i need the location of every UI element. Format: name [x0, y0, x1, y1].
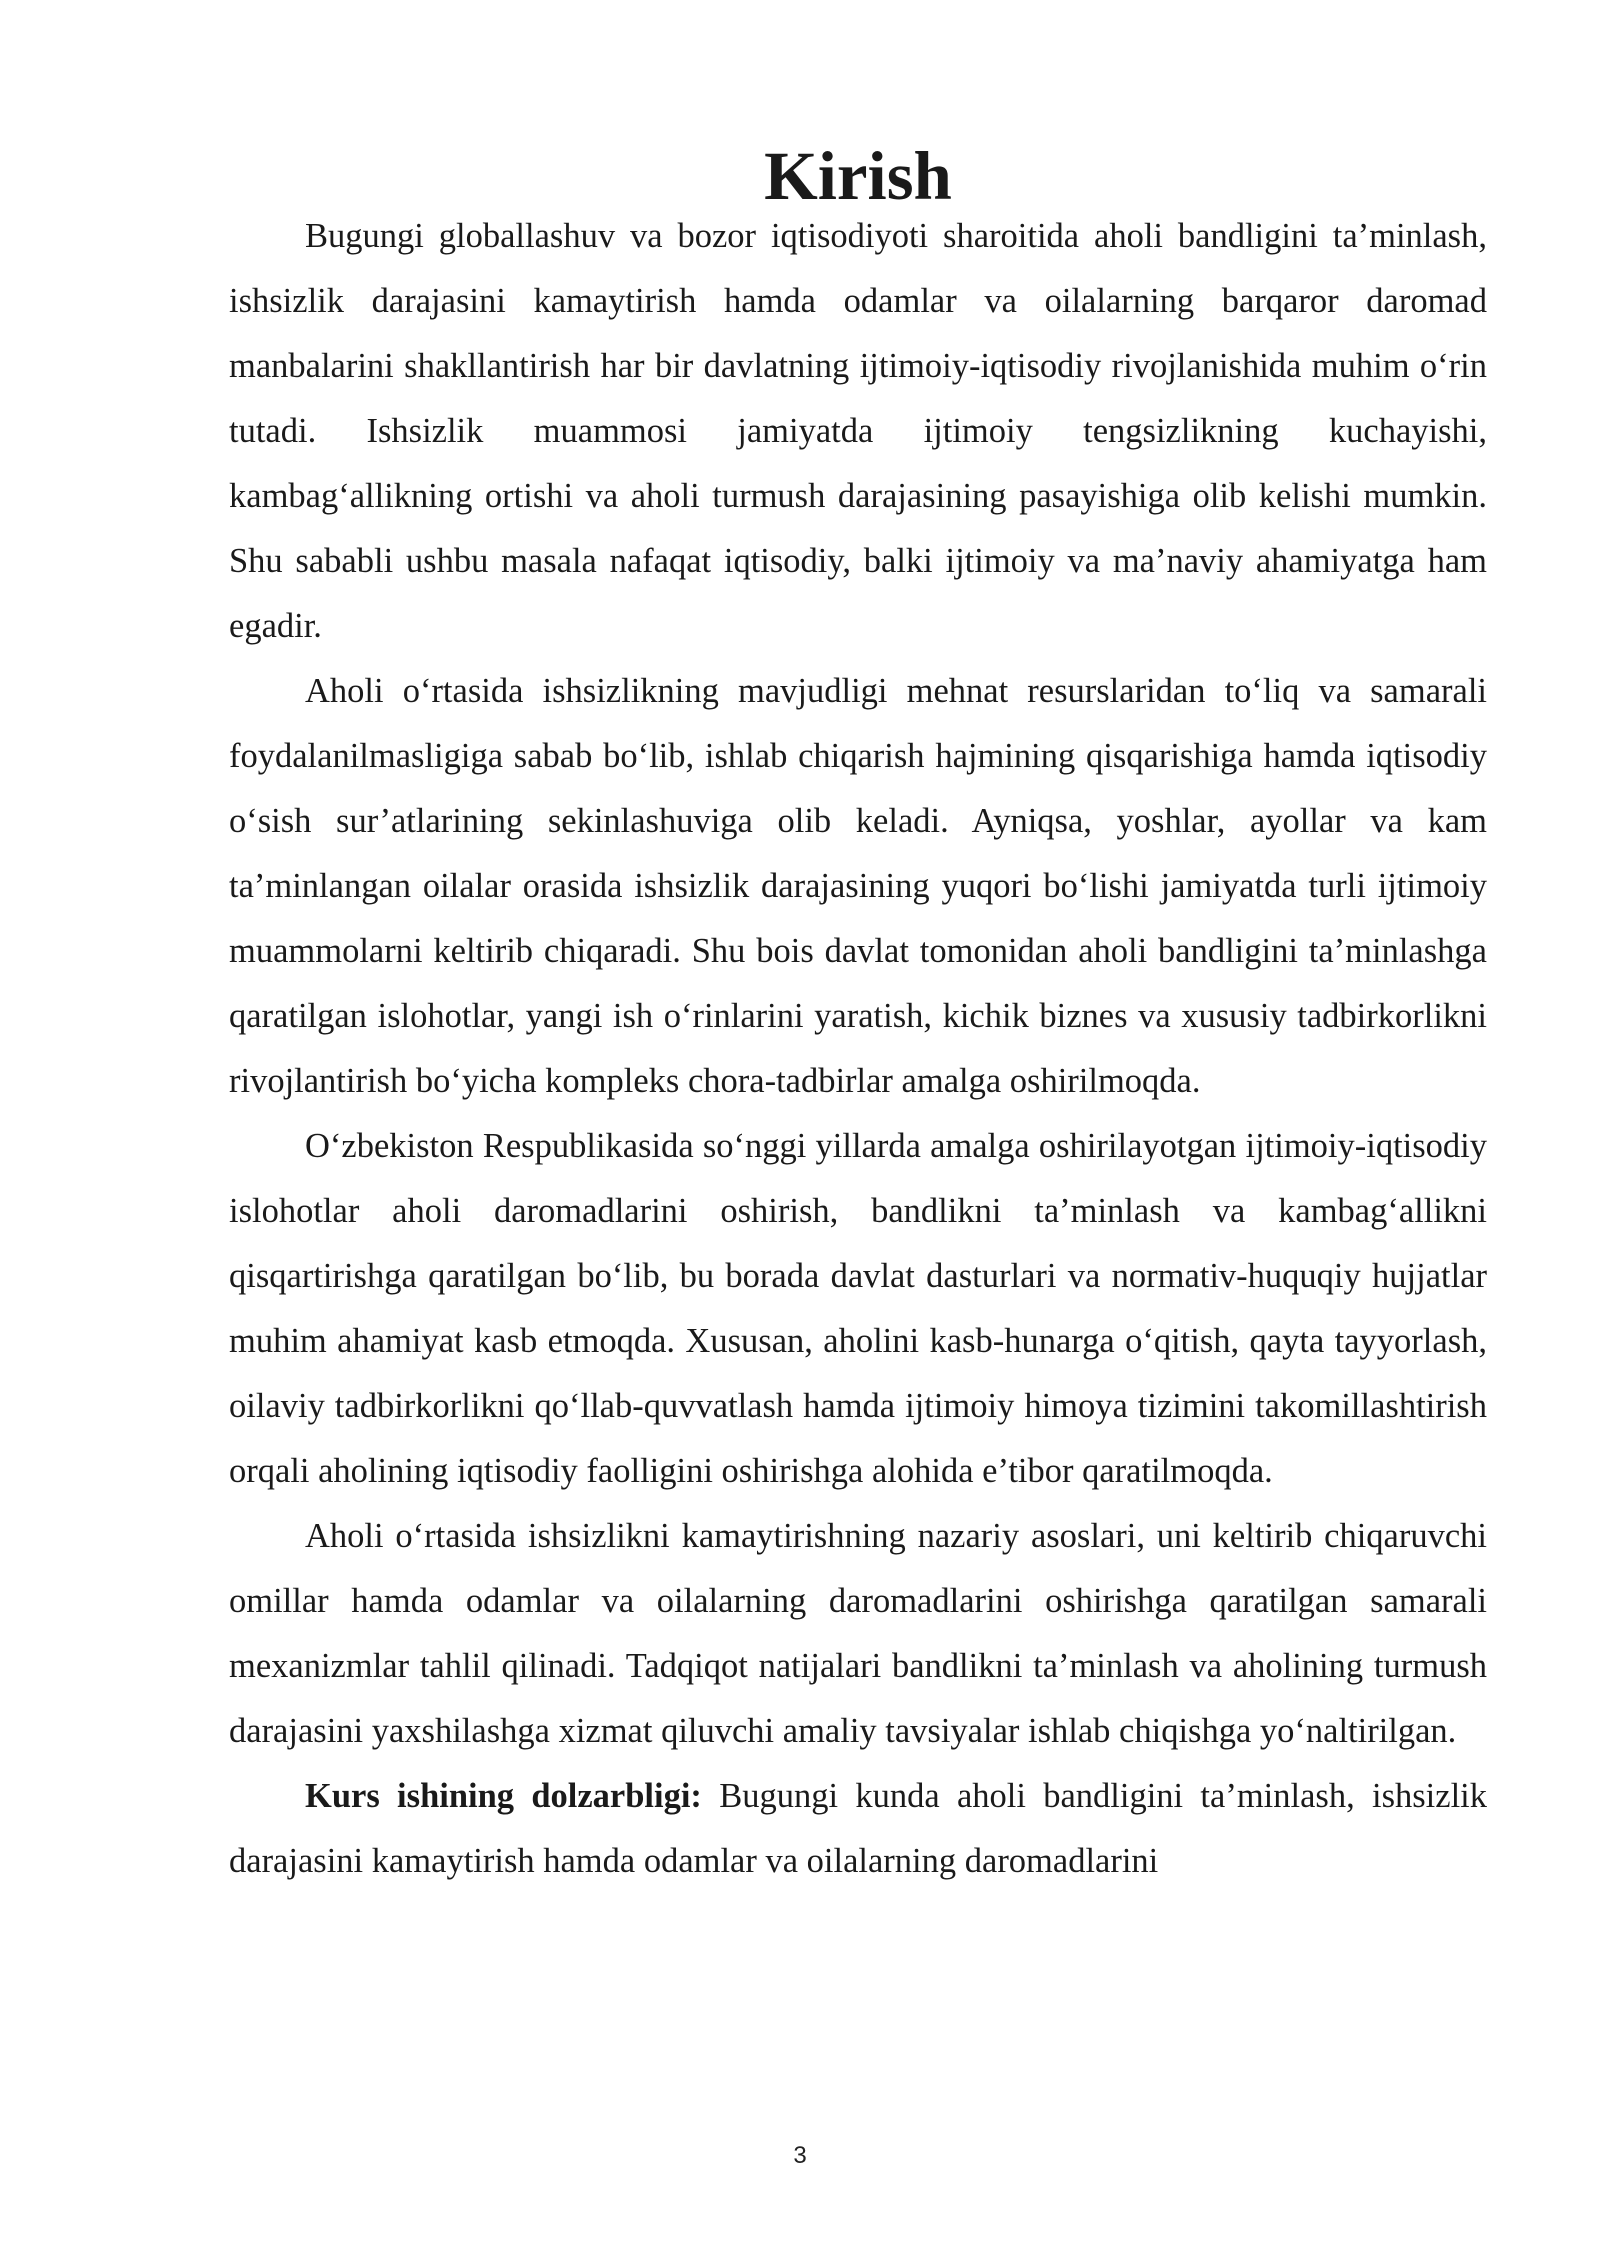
- paragraph-text: Bugungi globallashuv va bozor iqtisodiyoti sharoitida aholi bandligini ta’minlash, ishsizlik darajasini kamaytirish hamda odamlar va oilalarning barqaror daromad manbalarini shakllantirish har bir davlatning ijtimoiy-iqtisodiy rivojlanishida muhim o‘rin tutadi. Ishsizlik muammosi jamiyatda ijtimoiy tengsizlikning kuchayishi, kambag‘allikning ortishi va aholi turmush darajasining pasayishiga olib kelishi mumkin. Shu sababli ushbu masala nafaqat iqtisodiy, balki ijtimoiy va ma’naviy ahamiyatga ham egadir.: [229, 217, 1487, 645]
- document-body: [229, 138, 1487, 1894]
- paragraph-relevance: [229, 1764, 1487, 1894]
- paragraph-text: Aholi o‘rtasida ishsizlikning mavjudligi mehnat resurslaridan to‘liq va samarali foydalanilmasligiga sabab bo‘lib, ishlab chiqarish hajmining qisqarishiga hamda iqtisodiy o‘sish sur’atlarining sekinlashuviga olib keladi. Ayniqsa, yoshlar, ayollar va kam ta’minlangan oilalar orasida ishsizlik darajasining yuqori bo‘lishi jamiyatda turli ijtimoiy muammolarni keltirib chiqaradi. Shu bois davlat tomonidan aholi bandligini ta’minlashga qaratilgan islohotlar, yangi ish o‘rinlarini yaratish, kichik biznes va xususiy tadbirkorlikni rivojlantirish bo‘yicha kompleks chora-tadbirlar amalga oshirilmoqda.: [229, 672, 1487, 1100]
- paragraph-2: [229, 659, 1487, 1114]
- section-title: Kirish: [764, 138, 952, 214]
- paragraph-3: [229, 1114, 1487, 1504]
- paragraph-text: Aholi o‘rtasida ishsizlikni kamaytirishning nazariy asoslari, uni keltirib chiqaruvchi omillar hamda odamlar va oilalarning daromadlarini oshirishga qaratilgan samarali mexanizmlar tahlil qilinadi. Tadqiqot natijalari bandlikni ta’minlash va aholining turmush darajasini yaxshilashga xizmat qiluvchi amaliy tavsiyalar ishlab chiqishga yo‘naltirilgan.: [229, 1517, 1487, 1750]
- paragraph-4: [229, 1504, 1487, 1764]
- paragraph-text: Bugungi kunda aholi bandligini ta’minlash, ishsizlik darajasini kamaytirish hamda odamlar va oilalarning daromadlarini: [229, 1777, 1487, 1880]
- paragraph-text: O‘zbekiston Respublikasida so‘nggi yillarda amalga oshirilayotgan ijtimoiy-iqtisodiy islohotlar aholi daromadlarini oshirish, bandlikni ta’minlash va kambag‘allikni qisqartirishga qaratilgan bo‘lib, bu borada davlat dasturlari va normativ-huquqiy hujjatlar muhim ahamiyat kasb etmoqda. Xususan, aholini kasb-hunarga o‘qitish, qayta tayyorlash, oilaviy tadbirkorlikni qo‘llab-quvvatlash hamda ijtimoiy himoya tizimini takomillashtirish orqali aholining iqtisodiy faolligini oshirishga alohida e’tibor qaratilmoqda.: [229, 1127, 1487, 1490]
- paragraph-1: [229, 204, 1487, 659]
- paragraph-lead-heading: Kurs ishining dolzarbligi:: [305, 1777, 702, 1815]
- page-number: 3: [793, 2142, 807, 2169]
